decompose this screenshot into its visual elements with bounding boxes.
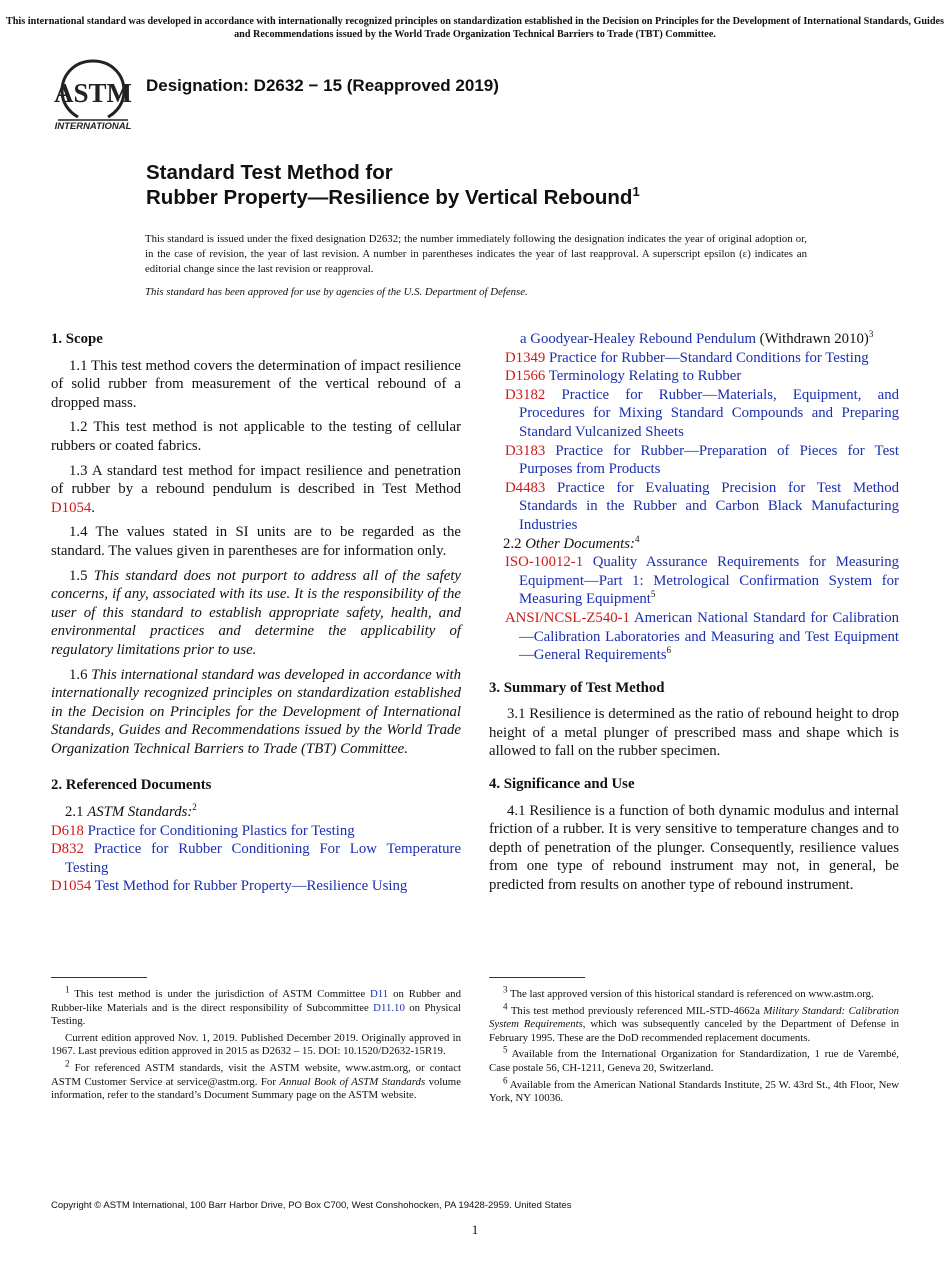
link-committee-d11[interactable]: D11 <box>370 988 389 1000</box>
footnote-1-text-c: on Physical Testing. <box>51 1001 461 1028</box>
page-number: 1 <box>471 1222 479 1237</box>
ref-item-d1566[interactable] <box>505 367 899 386</box>
subsection-2-1-title: ASTM Standards: <box>87 804 193 821</box>
footnote-4-text-a: This test method previously referenced MIL-STD-4662a <box>510 1004 764 1017</box>
ref-title: Practice for Rubber—Standard Conditions for Testing <box>548 349 869 366</box>
ref-code: ISO-10012-1 <box>505 554 584 571</box>
ref-title: Quality Assurance Requirements for Measuring Equipment—Part 1: Metrological Confirmation System for Measuring Equipment <box>519 554 900 608</box>
ref-code: D4483 <box>505 479 546 496</box>
footnote-divider-right <box>489 977 585 978</box>
ref-code: D3183 <box>505 442 546 459</box>
ref-title: Practice for Rubber Conditioning For Low Temperature Testing <box>65 841 462 876</box>
dod-approval-note: This standard has been approved for use by agencies of the U.S. Department of Defense. <box>145 286 528 298</box>
ref-item-d1054-continued[interactable] <box>489 330 899 349</box>
footnote-2-text-b: volume information, refer to the standard’s Document Summary page on the ASTM website. <box>51 1075 461 1102</box>
ref-item-d1054[interactable] <box>51 877 461 896</box>
footnote-marker-2: 2 <box>192 802 197 813</box>
section-heading-scope: 1. Scope <box>51 331 103 347</box>
ref-code: D832 <box>51 841 84 858</box>
ref-title: Test Method for Rubber Property—Resilience Using <box>94 878 408 895</box>
ref-item-d4483[interactable] <box>505 479 899 535</box>
copyright-line: Copyright © ASTM International, 100 Barr Harbor Drive, PO Box C700, West Conshohocken, PA 19428-2959. United States <box>51 1200 572 1211</box>
footnote-marker-5: 5 <box>650 589 656 600</box>
footnote-1 <box>51 984 461 1029</box>
paragraph-1-5-number: 1.5 <box>69 567 94 584</box>
title-line-1: Standard Test Method for <box>146 161 393 184</box>
footnote-1-text-a: This test method is under the jurisdiction of ASTM Committee <box>74 988 370 1000</box>
ref-code: D1349 <box>505 349 546 366</box>
footnote-5-text: Available from the International Organization for Standardization, 1 rue de Varembé, Case postale 56, CH-1211, Geneva 20, Switzerland. <box>489 1048 900 1074</box>
ref-item-d1349[interactable] <box>505 349 899 368</box>
footnote-1-number: 1 <box>65 984 70 995</box>
ref-title: Terminology Relating to Rubber <box>548 368 742 385</box>
footnote-1-text-b: on Rubber and Rubber-like Materials and is the direct responsibility of Subcommittee <box>51 988 461 1014</box>
right-column <box>489 330 899 901</box>
ref-item-ansi-ncsl-z540-1[interactable] <box>505 609 899 665</box>
footnote-6-text: Available from the American National Standards Institute, 25 W. 43rd St., 4th Floor, New York, NY 10036. <box>489 1078 899 1105</box>
top-notice: This international standard was developed in accordance with internationally recognized principles on standardization established in the Decision on Principles for the Development of International Standards, Guides and Recommendations issued by the World Trade Organization Technical Barriers to Trade (TBT) Committee. <box>5 16 945 40</box>
document-title <box>146 160 640 210</box>
footnote-2-italic: Annual Book of ASTM Standards <box>279 1075 426 1088</box>
footnote-marker-4: 4 <box>634 533 640 544</box>
ref-title: Practice for Conditioning Plastics for Testing <box>87 822 355 839</box>
paragraph-1-6-text: This international standard was developed in accordance with internationally recognized principles on standardization established in the Decision on Principles for the Development of International Standards, Guides and Recommendations issued by the World Trade Organization Technical Barriers to Trade (TBT) Committee. <box>51 666 461 757</box>
subsection-2-2-number: 2.2 <box>503 535 526 552</box>
title-line-2: Rubber Property—Resilience by Vertical Rebound <box>146 186 633 209</box>
paragraph-1-6 <box>51 666 461 759</box>
footnote-4-text-b: , which was subsequently canceled by the Department of Defense in February 1995. These are the DoD recommended replacement documents. <box>489 1018 899 1044</box>
footnotes-left <box>51 984 461 1106</box>
footnote-6 <box>489 1074 899 1106</box>
ref-title: American National Standard for Calibration—Calibration Laboratories and Measuring and Test Equipment—General Requirements <box>519 609 899 664</box>
section-heading-referenced-documents: 2. Referenced Documents <box>51 777 212 794</box>
footnote-6-number: 6 <box>503 1074 508 1085</box>
paragraph-1-4: 1.4 The values stated in SI units are to be regarded as the standard. The values given in parentheses are for information only. <box>51 524 461 559</box>
paragraph-1-2: 1.2 This test method is not applicable to the testing of cellular rubbers or coated fabrics. <box>51 419 461 454</box>
subsection-2-2-title: Other Documents: <box>525 535 635 552</box>
ref-item-d618[interactable] <box>51 822 461 841</box>
footnote-2 <box>51 1058 461 1103</box>
paragraph-4-1: 4.1 Resilience is a function of both dynamic modulus and internal friction of a rubber. It is very sensitive to temperature changes and to depth of penetration of the plunger. Consequently, resilience values from one type of rebound instrument may not, in general, be predicted from results on another type of rebound instrument. <box>489 802 899 894</box>
astm-logo-icon <box>52 57 134 131</box>
ref-code: D3182 <box>505 386 546 403</box>
ref-title: Practice for Evaluating Precision for Test Method Standards in the Rubber and Carbon Black Manufacturing Industries <box>519 479 899 533</box>
ref-item-d3182[interactable] <box>505 386 899 442</box>
paragraph-1-1: 1.1 This test method covers the determination of impact resilience of solid rubber from measurement of the vertical rebound of a dropped mass. <box>51 357 461 411</box>
footnote-marker-3: 3 <box>868 329 874 340</box>
footnote-marker-6: 6 <box>666 645 672 656</box>
paragraph-3-1: 3.1 Resilience is determined as the ratio of rebound height to drop height of a metal plunger of prescribed mass and shape which is allowed to fall on the rubber specimen. <box>489 706 899 760</box>
section-heading-significance: 4. Significance and Use <box>489 776 635 793</box>
ref-code: D1054 <box>51 878 92 895</box>
svg-text:ASTM: ASTM <box>53 78 133 108</box>
footnote-divider-left <box>51 977 147 978</box>
section-heading-summary: 3. Summary of Test Method <box>489 679 665 696</box>
footnote-4-number: 4 <box>503 1001 508 1011</box>
designation: Designation: D2632 − 15 (Reapproved 2019) <box>146 76 499 95</box>
link-subcommittee-d11-10[interactable]: D11.10 <box>373 1001 405 1014</box>
paragraph-1-3 <box>51 462 461 518</box>
paragraph-1-6-number: 1.6 <box>69 666 92 683</box>
logo-text: INTERNATIONAL <box>54 121 132 131</box>
ref-item-iso-10012-1[interactable] <box>505 553 899 609</box>
footnote-3-text: The last approved version of this historical standard is referenced on www.astm.org. <box>510 988 874 1000</box>
ref-code: ANSI/NCSL-Z540-1 <box>505 609 630 626</box>
footnote-3 <box>489 984 899 1002</box>
ref-code: D618 <box>51 822 84 839</box>
intro-paragraph: This standard is issued under the fixed designation D2632; the number immediately following the designation indicates the year of original adoption or, in the case of revision, the year of last revision. A number in parentheses indicates the year of last reapproval. A superscript epsilon (ε) indicates an editorial change since the last revision or reapproval. <box>145 233 807 275</box>
ref-title: Practice for Rubber—Materials, Equipment, and Procedures for Mixing Standard Compounds and Preparing Standard Vulcanized Sheets <box>519 386 899 440</box>
footnote-4-italic: Military Standard: Calibration System Requirements <box>489 1004 899 1031</box>
footnote-4 <box>489 1001 899 1046</box>
footnote-5-number: 5 <box>503 1044 508 1055</box>
footnote-5 <box>489 1044 900 1075</box>
subsection-2-2 <box>489 535 899 554</box>
ref-title: Practice for Rubber—Preparation of Pieces for Test Purposes from Products <box>519 442 900 478</box>
ref-item-d3183[interactable] <box>505 442 899 479</box>
title-footnote-marker: 1 <box>632 184 640 200</box>
ref-item-d832[interactable] <box>51 840 461 877</box>
ref-title-continued: a Goodyear-Healey Rebound Pendulum <box>520 331 756 347</box>
link-d1054[interactable]: D1054 <box>51 499 92 516</box>
left-column <box>51 330 461 896</box>
footnote-edition: Current edition approved Nov. 1, 2019. Published December 2019. Originally approved in 1967. Last previous edition approved in 2015 as D2632 – 15. DOI: 10.1520/D2632-15R19. <box>51 1031 461 1058</box>
footnotes-right <box>489 984 900 1109</box>
footnote-3-number: 3 <box>503 984 508 995</box>
ref-code: D1566 <box>505 368 546 385</box>
subsection-2-1-number: 2.1 <box>65 804 88 821</box>
paragraph-1-5-text: This standard does not purport to address all of the safety concerns, if any, associated with its use. It is the responsibility of the user of this standard to establish appropriate safety, health, and environmental practices and determine the applicability of regulatory limitations prior to use. <box>51 567 461 658</box>
withdrawn-note: (Withdrawn 2010) <box>755 331 869 347</box>
paragraph-1-3-end: . <box>91 499 95 516</box>
paragraph-1-3-text: 1.3 A standard test method for impact resilience and penetration of rubber by a rebound pendulum is described in Test Method <box>51 462 461 498</box>
paragraph-1-5 <box>51 567 461 660</box>
footnote-2-text-a: For referenced ASTM standards, visit the ASTM website, www.astm.org, or contact ASTM Customer Service at service@astm.org. For <box>51 1061 461 1088</box>
footnote-2-number: 2 <box>65 1058 70 1069</box>
subsection-2-1 <box>51 803 461 822</box>
